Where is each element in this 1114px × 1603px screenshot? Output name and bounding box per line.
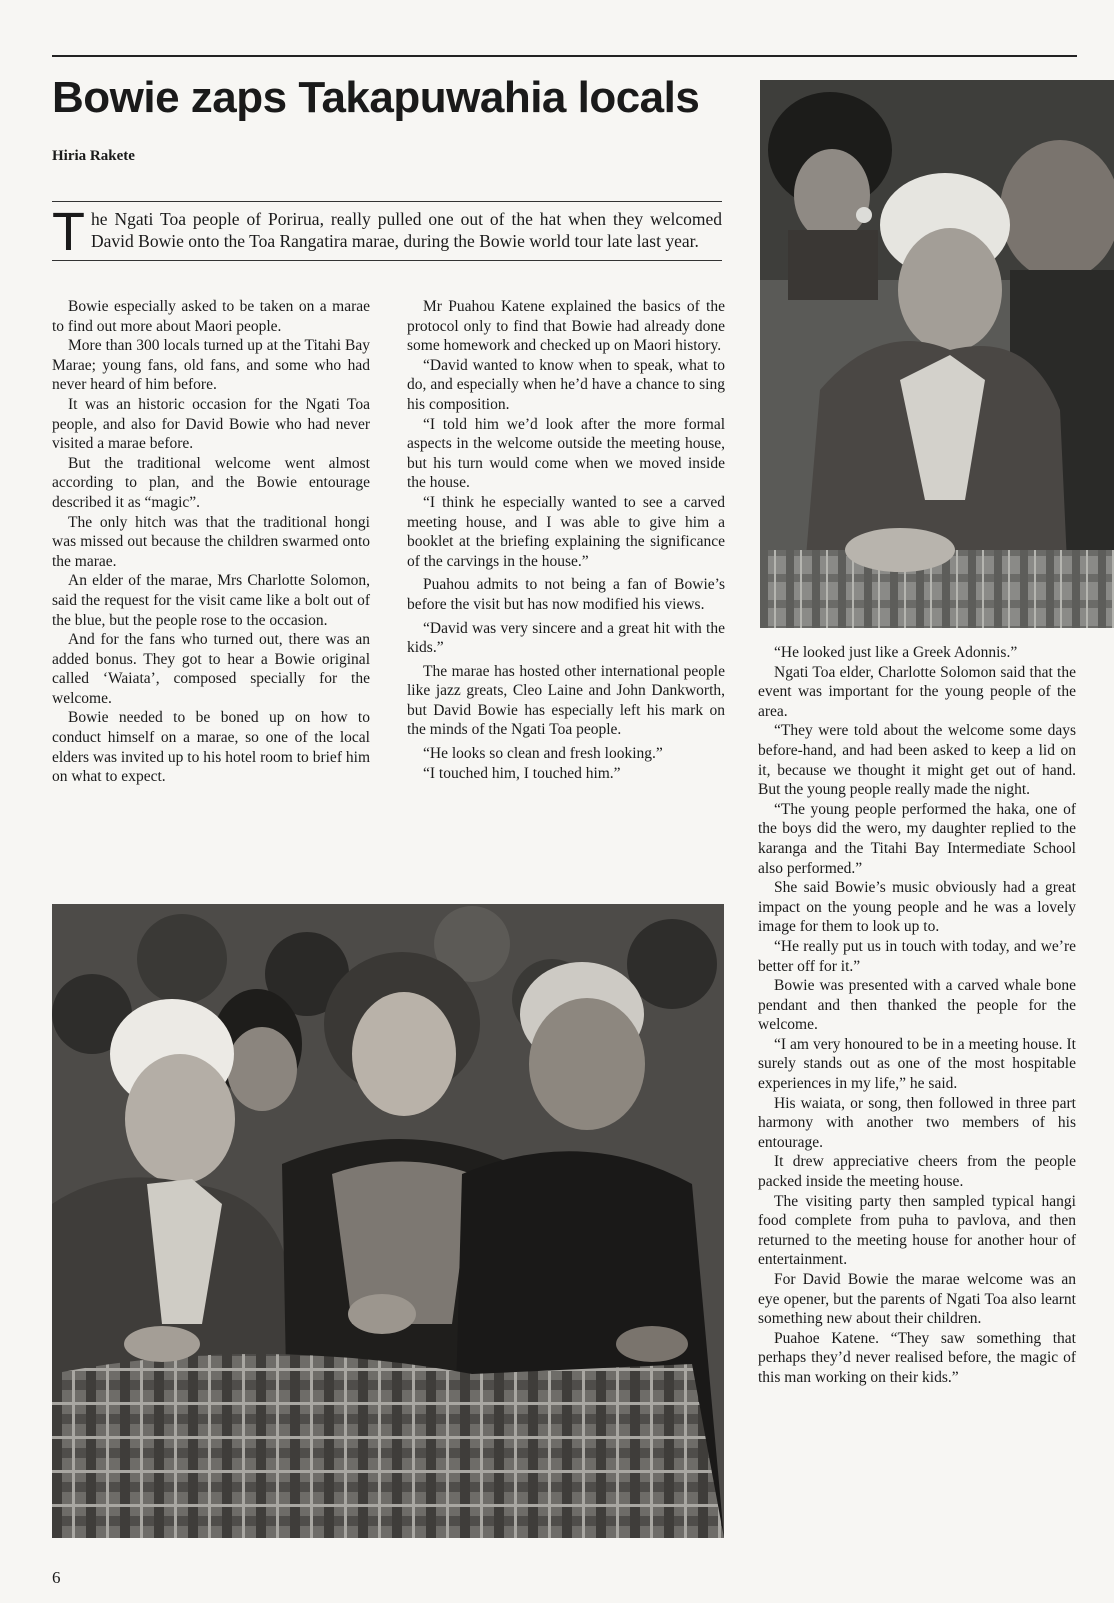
paragraph: Puahoe Katene. “They saw something that perhaps they’d never realised before, the magic of this man working on their kids.” bbox=[758, 1329, 1076, 1386]
paragraph: It drew appreciative cheers from the people packed inside the meeting house. bbox=[758, 1153, 1076, 1191]
article-column-2 bbox=[407, 297, 725, 783]
paragraph: His waiata, or song, then followed in three part harmony with another two members of his entourage. bbox=[758, 1094, 1076, 1151]
paragraph: “I am very honoured to be in a meeting house. It surely stands out as one of the most hospitable experiences in my life,” he said. bbox=[758, 1035, 1076, 1093]
byline: Hiria Rakete bbox=[52, 148, 135, 164]
paragraph: Ngati Toa elder, Charlotte Solomon said that the event was important for the young people of the area. bbox=[758, 663, 1076, 720]
top-rule bbox=[52, 55, 1077, 57]
paragraph: And for the fans who turned out, there was an added bonus. They got to hear a Bowie original called ‘Waiata’, composed specially for the welcome. bbox=[52, 631, 370, 707]
paragraph: She said Bowie’s music obviously had a great impact on the young people and he was a lovely image for them to look up to. bbox=[758, 879, 1076, 936]
paragraph: “He really put us in touch with today, and we’re better off for it.” bbox=[758, 937, 1076, 975]
paragraph: “I told him we’d look after the more formal aspects in the welcome outside the meeting house, but his turn would come when we moved inside the house. bbox=[407, 415, 725, 492]
paragraph: More than 300 locals turned up at the Titahi Bay Marae; young fans, old fans, and some who had never heard of him before. bbox=[52, 337, 370, 394]
paragraph: “He looks so clean and fresh looking.” bbox=[423, 745, 663, 763]
drop-cap: T bbox=[52, 202, 85, 262]
intro-text: he Ngati Toa people of Porirua, really pulled one out of the hat when they welcomed David Bowie onto the Toa Rangatira marae, during the Bowie world tour late last year. bbox=[91, 209, 722, 251]
photo-bowie-seated bbox=[760, 80, 1114, 628]
article-column-1 bbox=[52, 297, 370, 787]
paragraph: But the traditional welcome went almost according to plan, and the Bowie entourage described it as “magic”. bbox=[52, 454, 370, 511]
paragraph: “They were told about the welcome some days before-hand, and had been asked to keep a lid on it, because we thought it might get out of hand. But the young people really made the night. bbox=[758, 722, 1076, 799]
paragraph: “He looked just like a Greek Adonnis.” bbox=[774, 644, 1018, 661]
paragraph: The only hitch was that the traditional hongi was missed out because the children swarmed onto the marae. bbox=[52, 513, 370, 570]
paragraph: Bowie needed to be boned up on how to conduct himself on a marae, so one of the local elders was invited up to his hotel room to brief him on what to expect. bbox=[52, 709, 370, 786]
article-column-3 bbox=[758, 643, 1076, 1388]
headline: Bowie zaps Takapuwahia locals bbox=[52, 73, 700, 122]
paragraph: “David was very sincere and a great hit with the kids.” bbox=[407, 619, 725, 657]
page-number: 6 bbox=[52, 1568, 61, 1587]
intro-paragraph bbox=[52, 201, 722, 261]
paragraph: “I think he especially wanted to see a carved meeting house, and I was able to give him a booklet at the briefing explaining the significance of the carvings in the house.” bbox=[407, 493, 725, 570]
paragraph: An elder of the marae, Mrs Charlotte Solomon, said the request for the visit came like a bolt out of the blue, but the people rose to the occasion. bbox=[52, 572, 370, 629]
paragraph: Bowie especially asked to be taken on a marae to find out more about Maori people. bbox=[52, 298, 370, 335]
paragraph: Bowie was presented with a carved whale bone pendant and then thanked the people for the welcome. bbox=[758, 977, 1076, 1034]
paragraph: The marae has hosted other international people like jazz greats, Cleo Laine and John Dankworth, but David Bowie has especially left his mark on the minds of the Ngati Toa people. bbox=[407, 662, 725, 739]
paragraph: “David wanted to know when to speak, what to do, and especially when he’d have a chance to sing his composition. bbox=[407, 356, 725, 413]
paragraph: Mr Puahou Katene explained the basics of the protocol only to find that Bowie had already done some homework and checked up on Maori history. bbox=[407, 298, 725, 355]
paragraph: The visiting party then sampled typical hangi food complete from puha to pavlova, and then returned to the meeting house for another hour of entertainment. bbox=[758, 1192, 1076, 1269]
paragraph: It was an historic occasion for the Ngati Toa people, and also for David Bowie who had never visited a marae before. bbox=[52, 395, 370, 453]
photo-group-marae-image bbox=[52, 904, 724, 1538]
photo-bowie-seated-image bbox=[760, 80, 1114, 628]
paragraph: “I touched him, I touched him.” bbox=[423, 764, 621, 782]
paragraph: For David Bowie the marae welcome was an eye opener, but the parents of Ngati Toa also learnt something new about their children. bbox=[758, 1271, 1076, 1328]
paragraph: “The young people performed the haka, one of the boys did the wero, my daughter replied to the karanga and the Titahi Bay Intermediate School also performed.” bbox=[758, 800, 1076, 877]
paragraph: Puahou admits to not being a fan of Bowie’s before the visit but has now modified his views. bbox=[407, 576, 725, 613]
photo-group-marae bbox=[52, 904, 724, 1538]
